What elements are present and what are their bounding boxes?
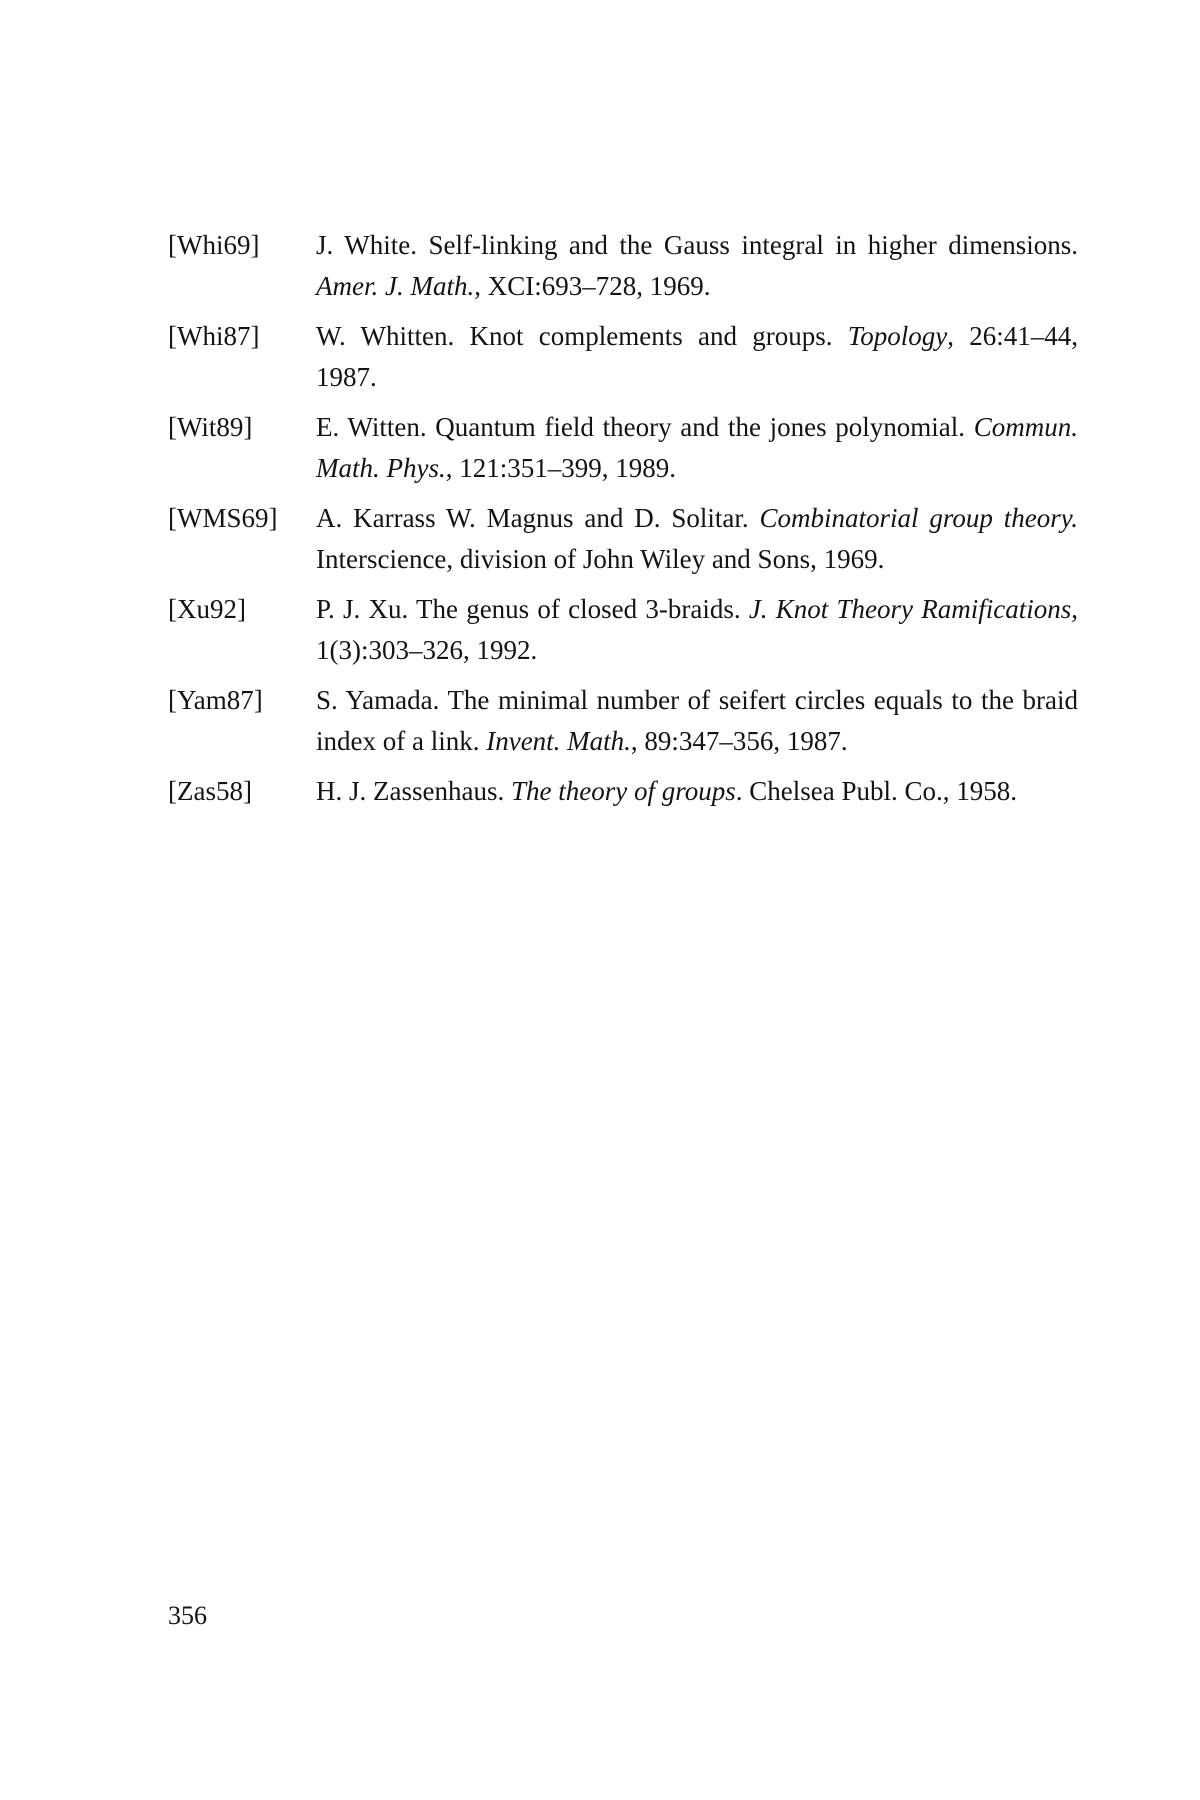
reference-book-title: Combinatorial group theory. <box>759 503 1079 533</box>
citation-key: [Whi69] <box>168 230 260 260</box>
reference-details: , 26:41–44, 1987. <box>316 321 1078 392</box>
reference-journal: Amer. J. Math. <box>316 271 475 301</box>
reference-details: . Chelsea Publ. Co., 1958. <box>735 776 1017 806</box>
reference-text <box>316 680 1078 762</box>
reference-text <box>316 316 1078 398</box>
citation-key: [Xu92] <box>168 594 246 624</box>
reference-text <box>316 498 1078 580</box>
reference-journal: J. Knot Theory Ramifications <box>748 594 1072 624</box>
reference-authors-title: E. Witten. Quantum field theory and the jones polynomial. <box>316 412 974 442</box>
citation-key: [Whi87] <box>168 321 260 351</box>
reference-book-title: The theory of groups <box>510 776 736 806</box>
reference-text <box>316 589 1078 671</box>
bib-entry-xu92 <box>168 589 1078 671</box>
reference-journal: Commun. Math. Phys. <box>316 412 1078 483</box>
reference-journal: Invent. Math. <box>486 726 631 756</box>
reference-details: , 121:351–399, 1989. <box>445 453 676 483</box>
citation-key: [WMS69] <box>168 503 278 533</box>
reference-authors-title: H. J. Zassenhaus. <box>316 776 511 806</box>
bib-entry-whi87 <box>168 316 1078 398</box>
reference-authors-title: P. J. Xu. The genus of closed 3-braids. <box>316 594 749 624</box>
reference-journal: Topology <box>847 321 948 351</box>
reference-details: Interscience, division of John Wiley and Sons, 1969. <box>316 544 885 574</box>
reference-authors-title: W. Whitten. Knot complements and groups. <box>316 321 848 351</box>
reference-authors-title: J. White. Self-linking and the Gauss integral in higher dimensions. <box>316 230 1078 260</box>
bib-entry-yam87 <box>168 680 1078 762</box>
reference-text <box>316 771 1078 812</box>
citation-key: [Zas58] <box>168 776 252 806</box>
reference-details: , XCI:693–728, 1969. <box>474 271 711 301</box>
bib-entry-wit89 <box>168 407 1078 489</box>
bib-entry-whi69 <box>168 225 1078 307</box>
bib-entry-zas58 <box>168 771 1078 812</box>
reference-authors-title: A. Karrass W. Magnus and D. Solitar. <box>316 503 760 533</box>
citation-key: [Wit89] <box>168 412 253 442</box>
reference-text <box>316 407 1078 489</box>
reference-authors-title: S. Yamada. The minimal number of seifert circles equals to the braid index of a link. <box>316 685 1078 756</box>
reference-details: , 89:347–356, 1987. <box>630 726 848 756</box>
page-number: 356 <box>168 1601 207 1630</box>
bibliography-list <box>168 225 1078 821</box>
reference-text <box>316 225 1078 307</box>
citation-key: [Yam87] <box>168 685 263 715</box>
bib-entry-wms69 <box>168 498 1078 580</box>
reference-details: , 1(3):303–326, 1992. <box>316 594 1079 665</box>
